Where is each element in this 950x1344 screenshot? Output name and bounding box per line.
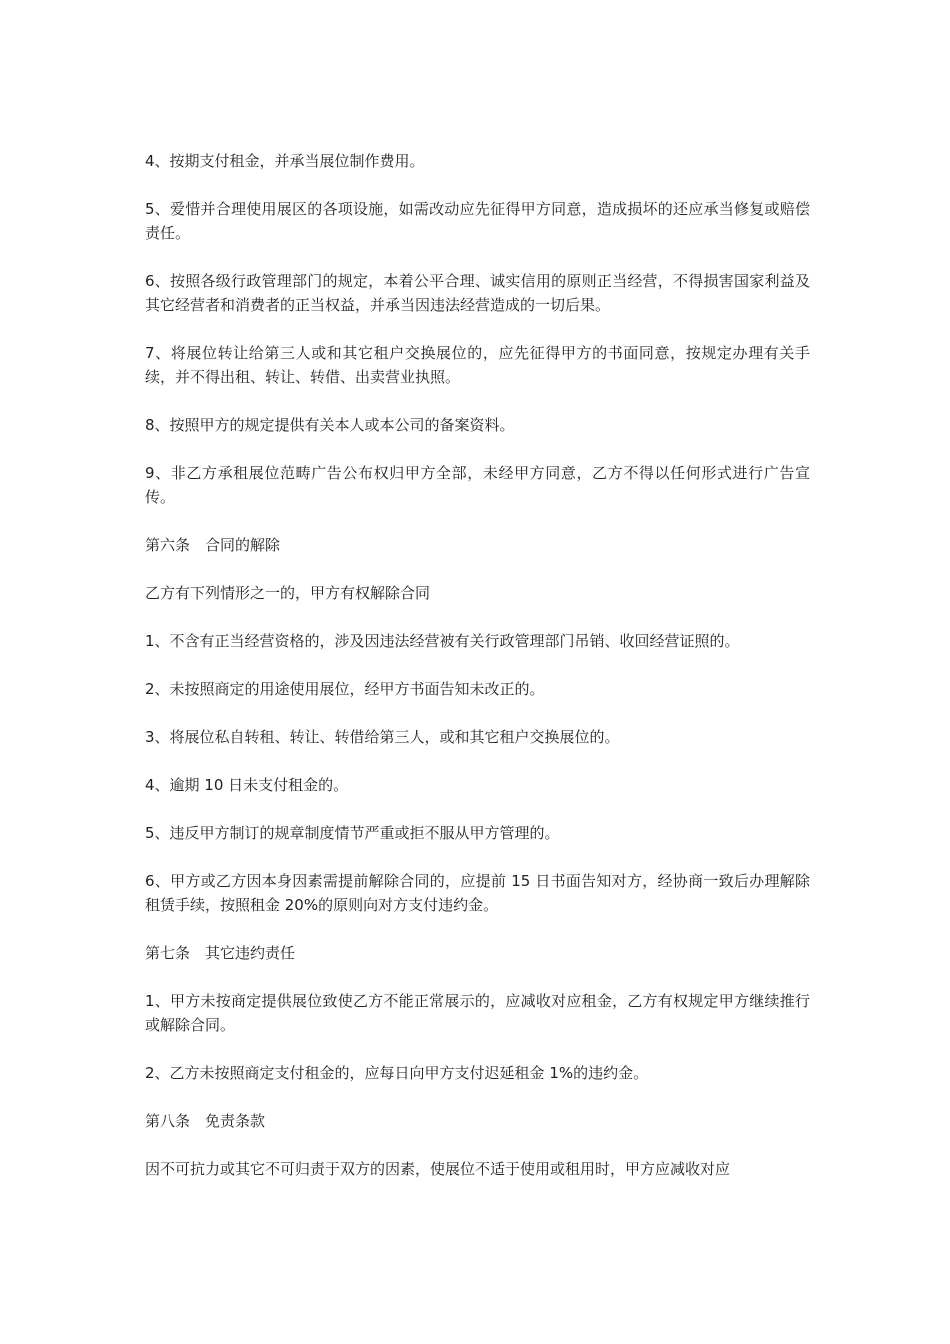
clause-5-7: 7、将展位转让给第三人或和其它租户交换展位的，应先征得甲方的书面同意，按规定办理有关手续，并不得出租、转让、转借、出卖营业执照。 [145, 344, 810, 386]
clause-6-6: 6、甲方或乙方因本身因素需提前解除合同的，应提前 15 日书面告知对方，经协商一致后办理解除租赁手续，按照租金 20%的原则向对方支付违约金。 [145, 872, 810, 914]
article-7-heading: 第七条 其它违约责任 [145, 944, 296, 962]
clause-5-4: 4、按期支付租金，并承当展位制作费用。 [145, 152, 425, 170]
clause-5-6: 6、按照各级行政管理部门的规定，本着公平合理、诚实信用的原则正当经营，不得损害国家利益及其它经营者和消费者的正当权益，并承当因违法经营造成的一切后果。 [145, 272, 810, 314]
clause-6-3: 3、将展位私自转租、转让、转借给第三人，或和其它租户交换展位的。 [145, 728, 620, 746]
article-6-intro: 乙方有下列情形之一的，甲方有权解除合同 [145, 584, 431, 602]
clause-5-8: 8、按照甲方的规定提供有关本人或本公司的备案资料。 [145, 416, 515, 434]
article-6-heading: 第六条 合同的解除 [145, 536, 281, 554]
clause-5-9: 9、非乙方承租展位范畴广告公布权归甲方全部，未经甲方同意，乙方不得以任何形式进行广告宣传。 [145, 464, 810, 506]
article-8-heading: 第八条 免责条款 [145, 1112, 266, 1130]
clause-7-1: 1、甲方未按商定提供展位致使乙方不能正常展示的，应减收对应租金，乙方有权规定甲方继续推行或解除合同。 [145, 992, 810, 1034]
document-page [145, 149, 810, 1205]
clause-6-4: 4、逾期 10 日未支付租金的。 [145, 776, 349, 794]
clause-7-2: 2、乙方未按照商定支付租金的，应每日向甲方支付迟延租金 1%的违约金。 [145, 1064, 649, 1082]
clause-6-2: 2、未按照商定的用途使用展位，经甲方书面告知未改正的。 [145, 680, 545, 698]
clause-6-1: 1、不含有正当经营资格的，涉及因违法经营被有关行政管理部门吊销、收回经营证照的。 [145, 632, 740, 650]
article-8-text: 因不可抗力或其它不可归责于双方的因素，使展位不适于使用或租用时，甲方应减收对应 [145, 1160, 731, 1178]
clause-5-5: 5、爱惜并合理使用展区的各项设施，如需改动应先征得甲方同意，造成损坏的还应承当修复或赔偿责任。 [145, 200, 810, 242]
clause-6-5: 5、违反甲方制订的规章制度情节严重或拒不服从甲方管理的。 [145, 824, 560, 842]
